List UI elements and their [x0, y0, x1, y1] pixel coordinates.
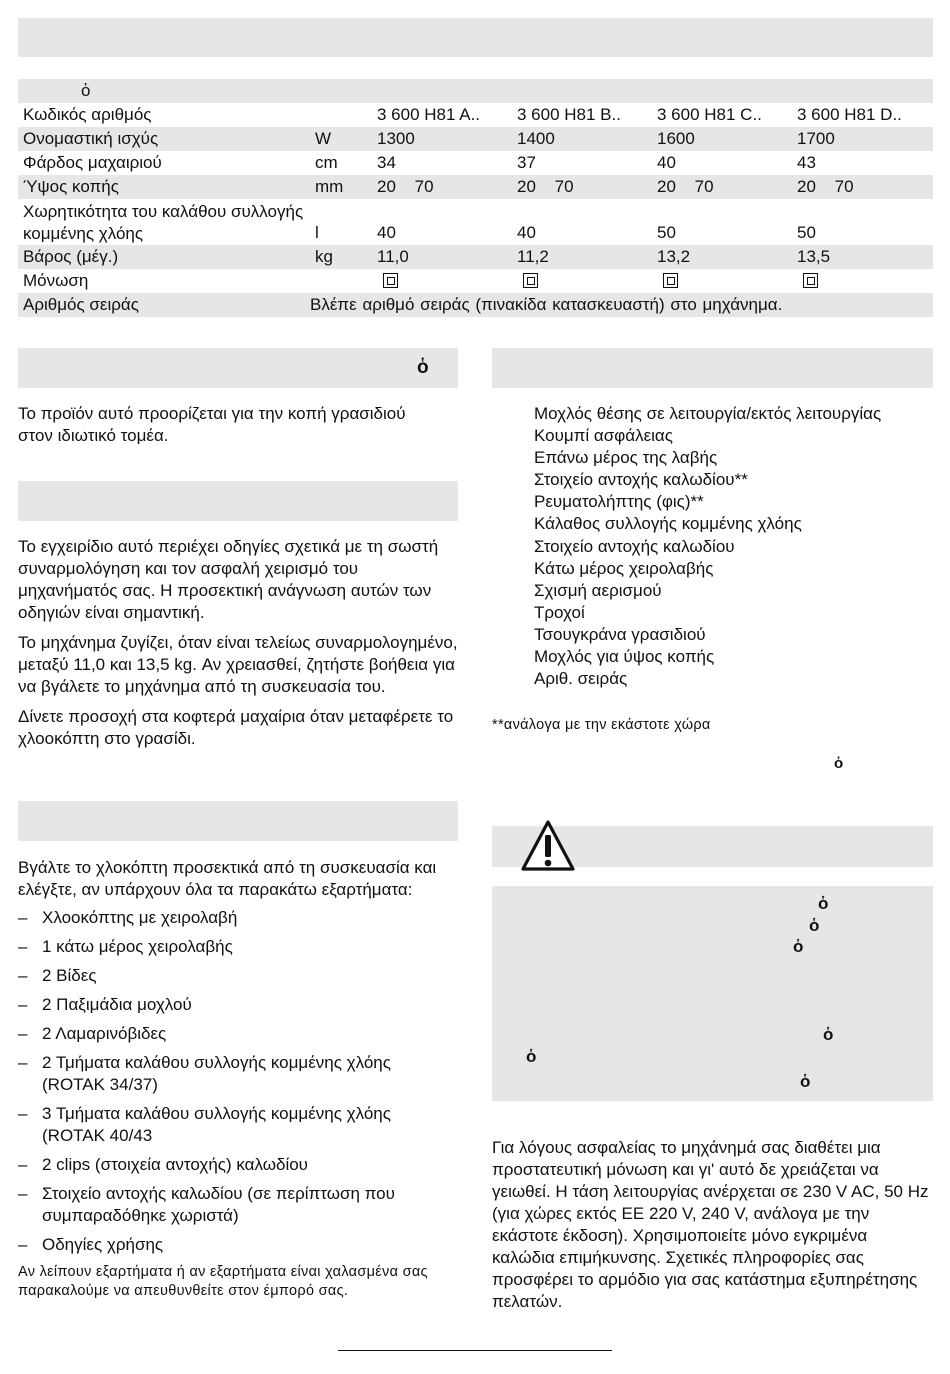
warning-mark: ὁ	[526, 1047, 537, 1066]
spec-value: 40	[517, 223, 536, 242]
section-header-bar	[18, 801, 458, 841]
delivery-list	[18, 907, 458, 1256]
spec-value: 1300	[377, 129, 415, 148]
section-header-bar	[18, 348, 458, 388]
spec-label: Κωδικός αριθμός	[23, 105, 152, 124]
list-item: Τροχοί	[534, 602, 585, 622]
list-item: Ρευματολήπτης (φις)**	[534, 492, 704, 512]
serial-note: Βλέπε αριθμό σειράς (πινακίδα κατασκευαστή) στο μηχάνημα.	[310, 295, 783, 314]
spec-table	[18, 79, 933, 317]
section-header-mark: ὁ	[417, 357, 429, 378]
spec-row-code	[18, 103, 933, 127]
paragraph: Το εγχειρίδιο αυτό περιέχει οδηγίες σχετικά με τη σωστή συναρμολόγηση και τον ασφαλή χειρισμό του μηχανήματός σας. Η προσεκτική ανάγνωση αυτών των οδηγιών είναι σημαντική.	[18, 537, 439, 622]
footer-rule	[338, 1350, 612, 1351]
list-item: Στοιχείο αντοχής καλωδίου	[534, 536, 735, 556]
spec-unit: l	[315, 223, 319, 242]
list-item: Αριθ. σειράς	[534, 669, 628, 689]
section-header-bar	[492, 348, 933, 388]
spec-value: 20 70	[517, 177, 574, 196]
spec-value: 13,2	[657, 247, 691, 266]
list-item: – Χλοοκόπτης με χειρολαβή	[18, 907, 458, 929]
list-item: – 2 Λαμαρινόβιδες	[18, 1023, 458, 1045]
list-item: Σχισμή αερισμού	[534, 580, 662, 600]
list-item: Μοχλός θέσης σε λειτουργία/εκτός λειτουργίας	[534, 404, 882, 423]
spec-label: Φάρδος μαχαιριού	[23, 153, 162, 172]
list-item: – Οδηγίες χρήσης	[18, 1234, 458, 1256]
spec-value: 3 600 H81 A..	[377, 105, 481, 124]
delivery-scope	[18, 857, 458, 1301]
spec-row-weight	[18, 245, 933, 269]
spec-value: 11,2	[517, 247, 549, 266]
paragraph: Το μηχάνημα ζυγίζει, όταν είναι τελείως συναρμολογημένο, μεταξύ 11,0 και 13,5 kg. Αν χρειασθεί, ζητήστε βοήθεια για να βγάλετε το μηχάνημα από τη συσκευασία του.	[18, 633, 458, 696]
spec-value: 20 70	[797, 177, 854, 196]
spec-value: 1600	[657, 129, 695, 148]
list-item: – 2 clips (στοιχεία αντοχής) καλωδίου	[18, 1154, 458, 1176]
double-insulation-icon	[383, 273, 398, 293]
spec-label: Βάρος (μέγ.)	[23, 247, 119, 266]
spec-label: Μόνωση	[23, 271, 89, 290]
spec-label: Ύψος κοπής	[23, 177, 119, 196]
spec-unit: W	[315, 129, 332, 148]
list-item: Τσουγκράνα γρασιδιού	[534, 624, 706, 644]
general-info-text	[18, 536, 458, 758]
warning-mark: ὁ	[809, 916, 820, 935]
delivery-intro: Βγάλτε το χλοκόπτη προσεκτικά από τη συσκευασία και ελέγξτε, αν υπάρχουν όλα τα παρακάτω εξαρτήματα:	[18, 858, 437, 899]
warning-box	[492, 886, 933, 1101]
warning-mark: ὁ	[823, 1025, 834, 1044]
spec-value: 20 70	[377, 177, 434, 196]
stray-mark: ὁ	[834, 755, 844, 772]
spec-value: 40	[657, 153, 676, 172]
spec-row-power	[18, 127, 933, 151]
section-header-bar	[18, 481, 458, 521]
spec-row-insulation	[18, 269, 933, 293]
spec-value: 20 70	[657, 177, 714, 196]
warning-mark: ὁ	[800, 1072, 811, 1091]
list-item: Επάνω μέρος της λαβής	[534, 448, 718, 468]
spec-value: 3 600 H81 C..	[657, 105, 762, 124]
spec-value: 13,5	[797, 247, 831, 266]
intended-use-text: Το προϊόν αυτό προορίζεται για την κοπή γρασιδιού στον ιδιωτικό τομέα.	[18, 404, 406, 445]
spec-header-row	[18, 79, 933, 103]
list-item: – Στοιχείο αντοχής καλωδίου (σε περίπτωση που συμπαραδόθηκε χωριστά)	[18, 1183, 458, 1227]
spec-row-serial	[18, 293, 933, 317]
list-item: – 3 Τμήματα καλάθου συλλογής κομμένης χλόης (ROTAK 40/43	[18, 1103, 458, 1147]
parts-footnote: **ανάλογα με την εκάστοτε χώρα	[492, 717, 711, 733]
warning-mark: ὁ	[818, 894, 829, 913]
spec-value: 34	[377, 153, 396, 172]
paragraph: Δίνετε προσοχή στα κοφτερά μαχαίρια όταν μεταφέρετε το χλοοκόπτη στο γρασίδι.	[18, 707, 454, 748]
list-item: – 2 Παξιμάδια μοχλού	[18, 994, 458, 1016]
spec-value: 3 600 H81 D..	[797, 105, 902, 124]
spec-row-capacity	[18, 199, 933, 245]
list-item: – 1 κάτω μέρος χειρολαβής	[18, 936, 458, 958]
spec-header-mark: ὁ	[81, 81, 91, 100]
spec-value: 40	[377, 223, 396, 242]
list-item: – 2 Τμήματα καλάθου συλλογής κομμένης χλόης (ROTAK 34/37)	[18, 1052, 458, 1096]
spec-value: 1400	[517, 129, 555, 148]
list-item: Μοχλός για ύψος κοπής	[534, 647, 715, 667]
spec-value: 3 600 H81 B..	[517, 105, 621, 124]
spec-label: Ονομαστική ισχύς	[23, 129, 159, 148]
missing-parts-note: Αν λείπουν εξαρτήματα ή αν εξαρτήματα είναι χαλασμένα σας παρακαλούμε να απευθυνθείτε στον έμπορό σας.	[18, 1264, 428, 1299]
spec-value: 50	[657, 223, 676, 242]
list-item: Κουμπί ασφάλειας	[534, 426, 673, 446]
warning-mark: ὁ	[793, 937, 804, 956]
list-item: Κάλαθος συλλογής κομμένης χλόης	[534, 514, 802, 534]
spec-label: Χωρητικότητα του καλάθου συλλογής κομμένης χλόης	[23, 202, 304, 243]
top-header-bar	[18, 18, 933, 57]
warning-triangle-icon	[520, 818, 576, 879]
list-item: Κάτω μέρος χειρολαβής	[534, 558, 714, 578]
electrical-safety-text: Για λόγους ασφαλείας το μηχάνημά σας διαθέτει μια προστατευτική μόνωση και γι' αυτό δε χρειάζεται να γειωθεί. Η τάση λειτουργίας ανέρχεται σε 230 V AC, 50 Hz (για χώρες εκτός ΕΕ 220 V, 240 V, ανάλογα με την εκάστοτε έκδοση). Χρησιμοποιείτε μόνο εγκριμένα καλώδια επιμήκυνσης. Σχετικές πληροφορίες σας προσφέρει το αρμόδιο για σας κατάστημα εξυπηρέτησης πελατών.	[492, 1138, 929, 1311]
spec-value: 1700	[797, 129, 835, 148]
spec-label: Αριθμός σειράς	[23, 295, 139, 314]
spec-unit: kg	[315, 247, 333, 266]
double-insulation-icon	[523, 273, 538, 293]
spec-value: 50	[797, 223, 816, 242]
spec-unit: mm	[315, 177, 344, 196]
spec-value: 37	[517, 153, 536, 172]
double-insulation-icon	[803, 273, 818, 293]
spec-row-cut-height	[18, 175, 933, 199]
parts-list	[534, 403, 914, 690]
spec-row-blade-width	[18, 151, 933, 175]
spec-value: 11,0	[377, 247, 409, 266]
list-item: Στοιχείο αντοχής καλωδίου**	[534, 470, 748, 490]
double-insulation-icon	[663, 273, 678, 293]
list-item: – 2 Βίδες	[18, 965, 458, 987]
spec-unit: cm	[315, 153, 338, 172]
spec-value: 43	[797, 153, 816, 172]
